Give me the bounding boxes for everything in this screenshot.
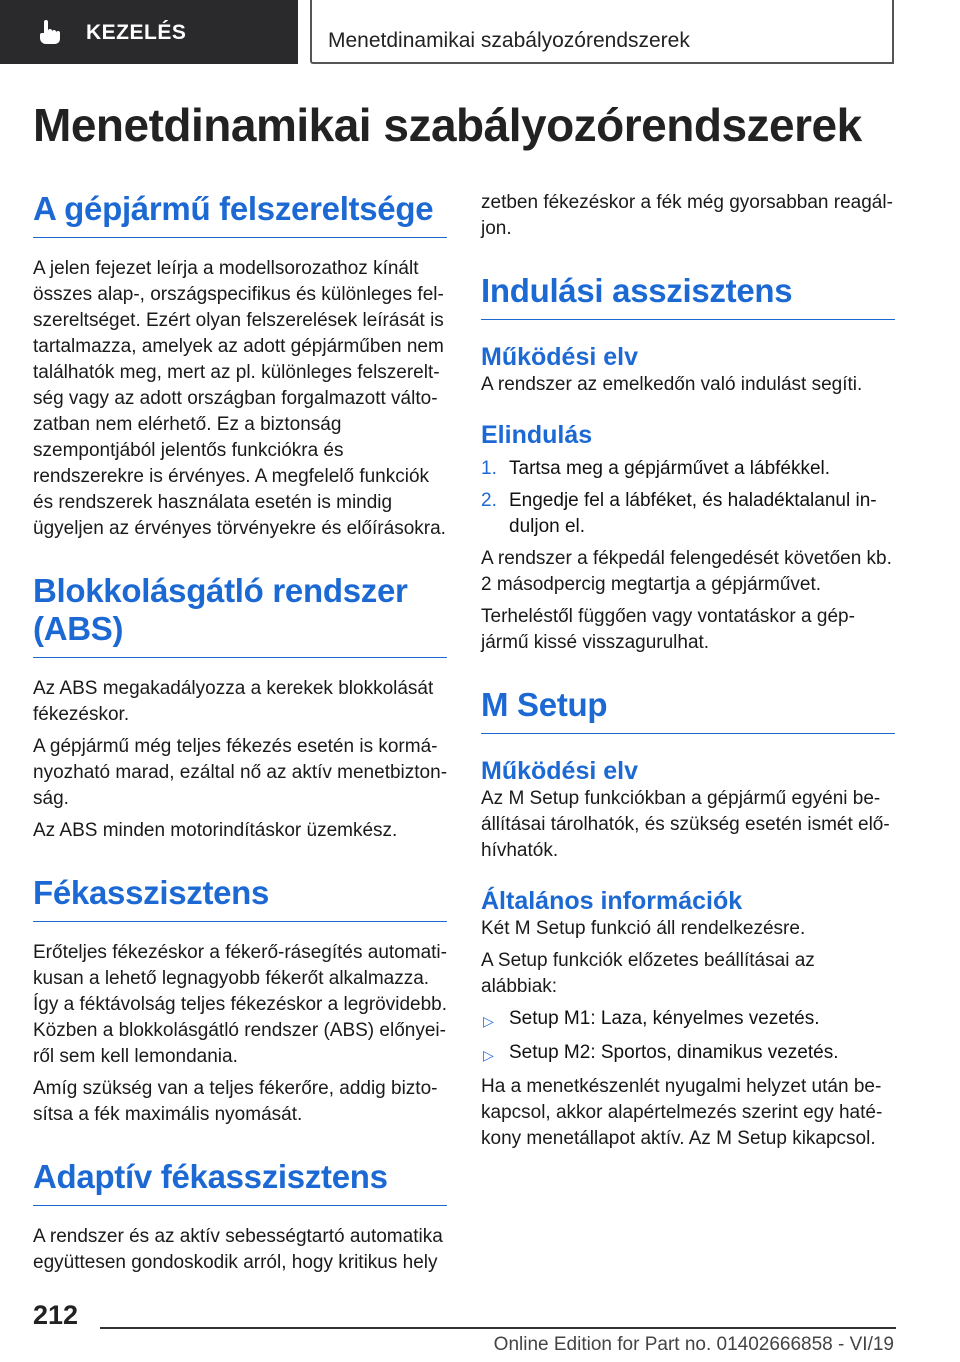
- list-text: Tartsa meg a gépjárművet a lábfékkel.: [509, 458, 831, 479]
- subheading-starting: Elindulás: [481, 421, 593, 449]
- list-text: Setup M2: Sportos, dinamikus vezetés.: [509, 1042, 839, 1063]
- section-tab-label: KEZELÉS: [86, 21, 187, 44]
- triangle-bullet-icon: ▷: [483, 1013, 494, 1029]
- chapter-tab-label: Menetdinamikai szabályozórendszerek: [328, 29, 690, 52]
- section-heading-adaptive-brake: Adaptív fékasszisztens: [33, 1158, 447, 1206]
- subheading-principle: Működési elv: [481, 757, 638, 785]
- start-paragraph-1: A rendszer a fékpedál felengedését követően kb. 2 másodpercig megtartja a gépjárművet.: [481, 548, 892, 595]
- section-heading-brake-assist: Fékasszisztens: [33, 874, 447, 922]
- chapter-tab[interactable]: [310, 0, 894, 64]
- section-heading-hill-start: Indulási asszisztens: [481, 272, 895, 320]
- page-header: [0, 0, 960, 66]
- brake-paragraph-2: Amíg szükség van a teljes fékerőre, addig biztosítsa a fék maximális nyomását.: [33, 1078, 438, 1125]
- edition-note: Online Edition for Part no. 01402666858 - VI/19: [493, 1334, 894, 1355]
- section-heading-m-setup: M Setup: [481, 686, 895, 734]
- triangle-bullet-icon: ▷: [483, 1047, 494, 1063]
- principle-text: A rendszer az emelkedőn való indulást segíti.: [481, 374, 863, 395]
- abs-paragraph-3: Az ABS minden motorindításkor üzemkész.: [33, 820, 398, 841]
- section-heading-equipment: A gépjármű felszereltsége: [33, 190, 447, 238]
- list-text: Setup M1: Laza, kényelmes vezetés.: [509, 1008, 820, 1029]
- equipment-text: A jelen fejezet leírja a modellsorozathoz kínált összes alap-, országspecifikus és különleges felszereltséget. Ezért olyan felszerelések leírását is tartalmazza, amelyek az adott gépjárműben nem találhatók meg, mert az pl. különleges felszereltség vagy az adott országban forgalmazott változatban nem elérhető. Ez a biztonság szempontjából jelentős funkciókra és rendszerekre is érvényes. A megfelelő funkciók és rendszerek használata esetén is mindig ügyeljen az érvényes törvényekre és előírásokra.: [33, 258, 446, 539]
- abs-paragraph-1: Az ABS megakadályozza a kerekek blokkolását fékezéskor.: [33, 678, 434, 725]
- list-item: [481, 488, 895, 540]
- list-item: [481, 1040, 895, 1066]
- msetup-principle-text: Az M Setup funkciókban a gépjármű egyéni beállításai tárolhatók, és szükség esetén ismét előhívhatók.: [481, 788, 890, 861]
- start-paragraph-2: Terheléstől függően vagy vontatáskor a gépjármű kissé visszagurulhat.: [481, 606, 855, 653]
- list-text: Engedje fel a lábféket, és haladéktalanul induljon el.: [509, 490, 877, 537]
- subheading-general-info: Általános információk: [481, 887, 743, 915]
- general-paragraph-3: Ha a menetkészenlét nyugalmi helyzet után bekapcsol, akkor alapértelmezés szerint egy hatékony menetállapot aktív. Az M Setup kikapcsol.: [481, 1076, 883, 1149]
- adaptive-paragraph: A rendszer és az aktív sebességtartó automatika együttesen gondoskodik arról, hogy kritikus hely: [33, 1226, 443, 1273]
- general-paragraph-2: A Setup funkciók előzetes beállításai az alábbiak:: [481, 950, 815, 997]
- general-paragraph-1: Két M Setup funkció áll rendelkezésre.: [481, 918, 806, 939]
- page-title: Menetdinamikai szabályozórendszerek: [33, 99, 862, 151]
- hand-pointer-icon: [38, 20, 66, 46]
- list-item: [481, 1006, 895, 1032]
- subheading-principle: Működési elv: [481, 343, 638, 371]
- section-tab[interactable]: [0, 0, 298, 64]
- footer-divider: [100, 1327, 896, 1329]
- left-column: [33, 190, 447, 1276]
- section-heading-abs: Blokkolásgátló rendszer (ABS): [33, 572, 447, 658]
- brake-paragraph-1: Erőteljes fékezéskor a fékerő-rásegítés automatikusan a lehető legnagyobb fékerőt alkalmazza. Így a féktávolság teljes fékezéskor a legrövidebb. Közben a blokkolásgátló rendszer (ABS) előnyeiről sem kell lemondania.: [33, 942, 448, 1067]
- list-item: [481, 456, 895, 482]
- right-column: [481, 190, 895, 1152]
- list-number: 2.: [481, 490, 497, 511]
- abs-paragraph-2: A gépjármű még teljes fékezés esetén is kormányozható marad, ezáltal nő az aktív menetbiztonság.: [33, 736, 448, 809]
- list-number: 1.: [481, 458, 497, 479]
- page-number: 212: [33, 1300, 79, 1330]
- adaptive-continued: zetben fékezéskor a fék még gyorsabban reagáljon.: [481, 192, 893, 239]
